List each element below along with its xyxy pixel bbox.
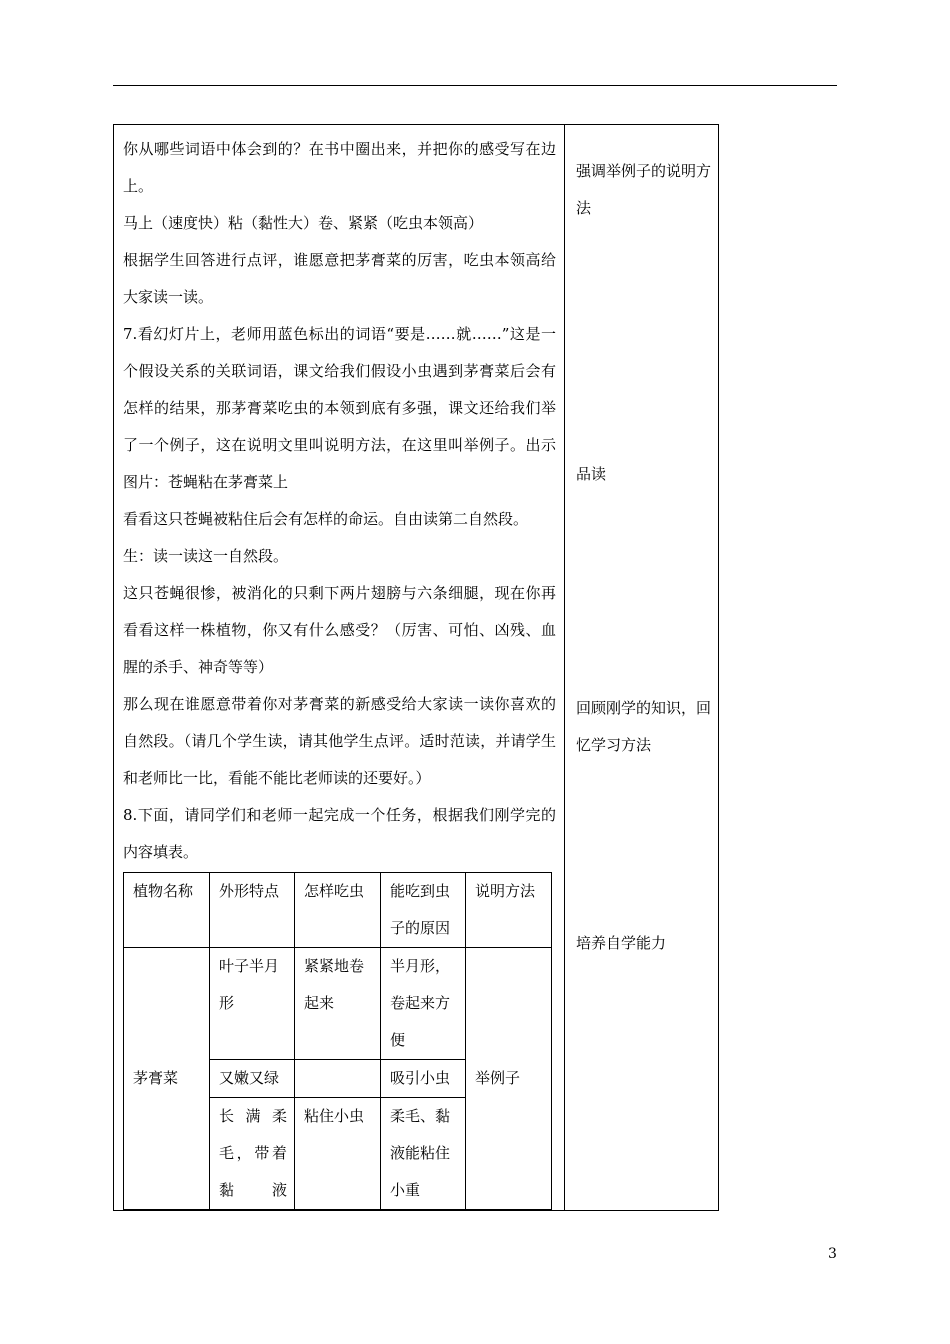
header-cell: 能吃到虫子的原因 xyxy=(381,873,466,948)
paragraph: 8.下面，请同学们和老师一起完成一个任务，根据我们刚学完的内容填表。 xyxy=(123,806,556,861)
feature-cell: 长满柔毛，带着黏液 xyxy=(210,1098,295,1210)
table-header-row xyxy=(124,873,552,948)
how-cell xyxy=(295,1060,381,1098)
paragraph: 这只苍蝇很惨，被消化的只剩下两片翅膀与六条细腿，现在你再看看这样一株植物，你又有什么感受？（厉害、可怕、凶残、血腥的杀手、神奇等等） xyxy=(123,584,556,676)
header-cell: 植物名称 xyxy=(124,873,210,948)
paragraph: 根据学生回答进行点评，谁愿意把茅膏菜的厉害，吃虫本领高给大家读一读。 xyxy=(123,251,556,306)
teaching-process-cell xyxy=(114,125,565,1211)
how-cell: 粘住小虫 xyxy=(295,1098,381,1210)
plant-name-cell: 茅膏菜 xyxy=(124,948,210,1210)
design-intent-cell xyxy=(565,125,719,1211)
paragraph: 你从哪些词语中体会到的？在书中圈出来，并把你的感受写在边上。 xyxy=(123,140,556,195)
paragraph: 那么现在谁愿意带着你对茅膏菜的新感受给大家读一读你喜欢的自然段。（请几个学生读，请其他学生点评。适时范读，并请学生和老师比一比，看能不能比老师读的还要好。） xyxy=(123,695,556,787)
reason-cell: 柔毛、黏液能粘住小重 xyxy=(381,1098,466,1210)
method-cell: 举例子 xyxy=(466,948,552,1210)
table-row xyxy=(124,948,552,1060)
header-cell: 外形特点 xyxy=(210,873,295,948)
reason-cell: 吸引小虫 xyxy=(381,1060,466,1098)
how-cell: 紧紧地卷起来 xyxy=(295,948,381,1060)
note-read: 品读 xyxy=(576,465,607,483)
paragraph: 看看这只苍蝇被粘住后会有怎样的命运。自由读第二自然段。 xyxy=(123,510,529,528)
note-self-study: 培养自学能力 xyxy=(576,934,667,952)
header-cell: 怎样吃虫 xyxy=(295,873,381,948)
lesson-plan-table xyxy=(113,124,719,1211)
paragraph: 马上（速度快）粘（黏性大）卷、紧紧（吃虫本领高） xyxy=(123,214,484,232)
page-number: 3 xyxy=(828,1246,837,1262)
reason-cell: 半月形，卷起来方便 xyxy=(381,948,466,1060)
header-cell: 说明方法 xyxy=(466,873,552,948)
header-rule xyxy=(113,85,837,86)
plant-summary-table xyxy=(123,872,552,1210)
paragraph: 7.看幻灯片上，老师用蓝色标出的词语“要是……就……”这是一个假设关系的关联词语，课文给我们假设小虫遇到茅膏菜后会有怎样的结果，那茅膏菜吃虫的本领到底有多强，课文还给我们举了一个例子，这在说明文里叫说明方法，在这里叫举例子。出示图片：苍蝇粘在茅膏菜上 xyxy=(123,325,556,491)
feature-cell: 叶子半月形 xyxy=(210,948,295,1060)
note-review: 回顾刚学的知识，回忆学习方法 xyxy=(576,699,712,754)
paragraph: 生：读一读这一自然段。 xyxy=(123,547,289,565)
feature-cell: 又嫩又绿 xyxy=(210,1060,295,1098)
note-example-method: 强调举例子的说明方法 xyxy=(576,162,712,217)
